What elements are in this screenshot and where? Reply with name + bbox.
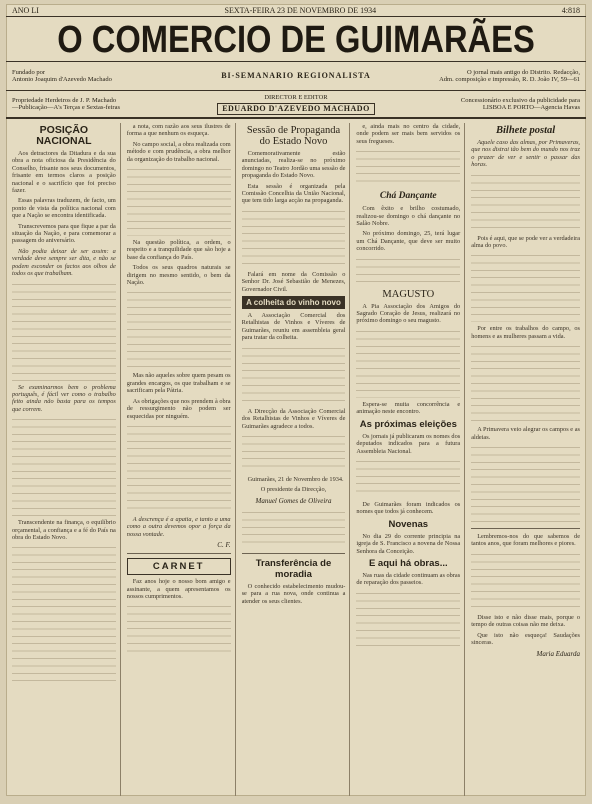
article-paragraph: Nas ruas da cidade continuam as obras de reparação dos passeios. — [356, 571, 461, 587]
article-paragraph: Aos detractores da Ditadura e da sua obra a nota oficiosa da Presidência do Conselho, frisante nos seus documentos, frisante em termos claros a posição nacional e o sacrifício que foi preciso fazer. — [12, 150, 116, 195]
article-paragraph: Na questão política, a ordem, o respeito e a tranquilidade que são hoje a base da confiança do País. — [126, 239, 231, 261]
article-paragraph: Todos os seus quadros naturais se dirigem no mesmo sentido, o bem da Nação. — [126, 264, 231, 287]
article-paragraph: Pois é aqui, que se pode ver a verdadeira alma do povo. — [471, 234, 580, 250]
article-paragraph: Disse isto e não disse mais, porque o tempo de outras coisas não me deixa. — [471, 613, 580, 629]
article-text-block — [471, 343, 580, 423]
article-text-block — [471, 444, 580, 524]
article-text-block — [12, 544, 116, 684]
article-paragraph: Não podia deixar de ser assim: a verdade deve sempre ser dita, e não se podem esconder os factos aos olhos de todos os que trabalham. — [12, 247, 116, 278]
issue-date: SEXTA-FEIRA 23 DE NOVEMBRO DE 1934 — [224, 6, 377, 15]
article-paragraph: Aquele caso das almas, por Primaveras, que nos distrai tão bem do mundo nos traz o prazer de ver e sentir o passar das horas. — [471, 139, 580, 169]
article-paragraph: No próximo domingo, 25, terá lugar um Chá Dançante, que deve ser muito concorrido. — [356, 230, 461, 253]
article-text-block — [127, 603, 231, 653]
office-line-1: O jornal mais antigo do Distrito. Redacção, — [466, 68, 580, 76]
column-3 — [242, 123, 351, 796]
article-columns — [6, 119, 586, 796]
owner-line: Propriedade Herdeiros de J. P. Machado — [12, 96, 117, 104]
article-text-block — [356, 256, 460, 286]
article-headline: E aqui há obras... — [368, 557, 448, 569]
article-paragraph: No dia 29 do corrente principia na igreja de S. Francisco a novena de Nossa Senhora da Conceição. — [356, 532, 461, 555]
article-paragraph: Por entre os trabalhos do campo, os homens e as mulheres passam a vida. — [471, 325, 580, 340]
article-text-block — [127, 423, 231, 513]
article-paragraph: As obrigações que nos prendem à obra de ressurgimento não podem ser esquecidas por ninguém. — [126, 397, 231, 420]
newspaper-masthead: O COMERCIO DE GUIMARÃES — [57, 19, 535, 61]
article-text-block — [356, 458, 460, 498]
founder-label: Fundado por — [12, 68, 46, 76]
article-text-block — [471, 252, 580, 322]
founder-name: Antonio Joaquim d'Azevedo Machado — [12, 76, 112, 83]
article-text-block — [127, 289, 231, 369]
section-headline: A colheita do vinho novo — [242, 296, 346, 309]
article-paragraph: Guimarães, 21 de Novembro de 1934. — [247, 475, 344, 483]
article-text-block — [242, 208, 346, 268]
article-paragraph: Essas palavras traduzem, de facto, um ponto de vista da política nacional com que a Nação se encontra identificada. — [12, 197, 116, 220]
article-paragraph: O conhecido estabelecimento mudou-se para a rua nova, onde continua a atender os seus clientes. — [241, 582, 346, 605]
column-1 — [12, 123, 121, 796]
director-label: DIRECTOR E EDITOR — [264, 93, 328, 101]
ownership-info — [12, 97, 192, 112]
column-4 — [356, 123, 465, 796]
article-headline: POSIÇÃO NACIONAL — [36, 124, 92, 147]
director-info — [192, 94, 400, 115]
date-line — [6, 4, 586, 17]
article-text-block — [356, 328, 460, 398]
publication-days: —Publicação—A's Terças e Sextas-feiras — [12, 104, 120, 111]
publication-type: BI-SEMANARIO REGIONALISTA — [221, 71, 371, 81]
column-2 — [127, 123, 236, 796]
newspaper-page — [6, 4, 586, 796]
article-signature: Manuel Gomes de Oliveira — [255, 496, 332, 505]
article-paragraph: Transcrevemos para que fique a par da situação da Nação, e para comemorar a passagem do aniversário. — [12, 222, 116, 245]
article-paragraph: Os jornais já publicaram os nomes dos deputados indicados para a futura Assembleia Nacional. — [356, 432, 461, 455]
article-headline: Transferência de moradia — [255, 557, 332, 580]
article-paragraph: A descrença é a apatia, e tanto a uma como a outra devemos opor a força da nossa vontade. — [126, 515, 231, 538]
issue-number: 4:818 — [561, 6, 580, 15]
article-paragraph: No campo social, a obra realizada com método e com prudência, a obra melhor da organização do trabalho nacional. — [126, 140, 231, 163]
article-headline: As próximas eleições — [359, 418, 457, 430]
article-paragraph: e, ainda mais no centro da cidade, onde podem ser mais bem servidos os seus fregueses. — [356, 123, 461, 145]
article-paragraph: Mas não aqueles sobre quem pesam os grandes encargos, os que trabalham e se sacrificam pela Pátria. — [126, 372, 231, 395]
advertising-info — [400, 97, 580, 112]
article-headline: Chá Dançante — [379, 191, 437, 202]
director-name: EDUARDO D'AZEVEDO MACHADO — [217, 103, 375, 115]
article-paragraph: O presidente da Direcção, — [260, 486, 327, 494]
article-text-block — [356, 148, 460, 188]
divider — [242, 553, 346, 554]
article-paragraph: Faz anos hoje o nosso bom amigo e assinante, a quem apresentamos os nossos cumprimentos. — [126, 578, 231, 600]
article-paragraph: Comemorativamente estão anunciadas, realiza-se no próximo domingo no Teatro Jordão uma sessão de propaganda do Estado Novo. — [241, 150, 346, 180]
article-paragraph: De Guimarães foram indicados os nomes que todos já conhecem. — [356, 500, 461, 516]
article-headline: Novenas — [388, 518, 429, 530]
article-paragraph: A Pia Associação dos Amigos do Sagrado Coração de Jesus, realizará no próximo domingo o seu magusto. — [356, 302, 461, 325]
office-line-2: Adm. composição e impressão, R. D. João IV, 59—61 — [439, 76, 580, 83]
article-paragraph: Com êxito e brilho costumado, realizou-se domingo o chá dançante no Salão Nobre. — [356, 205, 461, 228]
masthead-credits-row — [6, 91, 586, 119]
article-text-block — [242, 509, 346, 549]
advertising-line-1: Concessionário exclusivo da publicidade para — [460, 96, 580, 104]
founder-info — [12, 69, 192, 84]
advertising-line-2: LISBOA E PORTO—Agencia Havas — [482, 104, 580, 111]
article-text-block — [471, 551, 580, 611]
article-headline: MAGUSTO — [382, 288, 435, 300]
article-paragraph: Se examinarmos bem o problema português, é fácil ver como o trabalho feito ainda não basta para os tempos que correm. — [12, 383, 116, 413]
article-paragraph: Espera-se muita concorrência e animação neste encontro. — [356, 400, 461, 416]
article-text-block — [12, 416, 116, 516]
article-paragraph: Esta sessão é organizada pela Comissão Concelhia da União Nacional, que tem tido larga acção na propaganda. — [241, 182, 346, 205]
article-paragraph: A Associação Comercial dos Retalhistas de Vinhos e Víveres de Guimarães, reuniu em assembleia geral para tratar da colheita. — [241, 312, 346, 342]
article-paragraph: Que isto não esqueça! Saudações sinceras. — [471, 631, 580, 647]
article-paragraph: a nota, com razão aos seus ilustres de forma a que nenhum os esqueça. — [126, 123, 231, 138]
article-signature: C. F. — [217, 541, 231, 550]
article-paragraph: Lembremos-nos do que sabemos de tantos anos, que foram melhores e piores. — [471, 533, 580, 548]
article-text-block — [471, 172, 580, 232]
article-text-block — [242, 345, 346, 405]
divider — [471, 528, 580, 529]
article-text-block — [127, 166, 231, 236]
section-headline: CARNET — [127, 558, 231, 575]
office-info — [400, 69, 580, 84]
article-headline: Bilhete postal — [495, 125, 556, 136]
article-signature: Maria Eduarda — [536, 649, 580, 658]
article-headline: Sessão de Propaganda do Estado Novo — [246, 125, 341, 147]
article-paragraph: A Primavera veio alegrar os campos e as aldeias. — [471, 426, 580, 441]
article-text-block — [12, 281, 116, 381]
article-paragraph: Falará em nome da Comissão o Senhor Dr. José Sebastião de Menezes, Governador Civil. — [241, 270, 346, 293]
volume-label: ANO LI — [12, 6, 39, 15]
article-text-block — [356, 590, 460, 650]
article-paragraph: Transcendente na finança, o equilíbrio orçamental, a confiança e a fé do País na obra do Estado Novo. — [12, 519, 116, 541]
masthead-info-row — [6, 61, 586, 91]
article-paragraph: A Direcção da Associação Comercial dos Retalhistas de Vinhos e Víveres de Guimarães agradece a todos. — [241, 407, 346, 430]
divider — [127, 553, 231, 554]
column-5 — [471, 123, 580, 796]
article-text-block — [242, 433, 346, 473]
